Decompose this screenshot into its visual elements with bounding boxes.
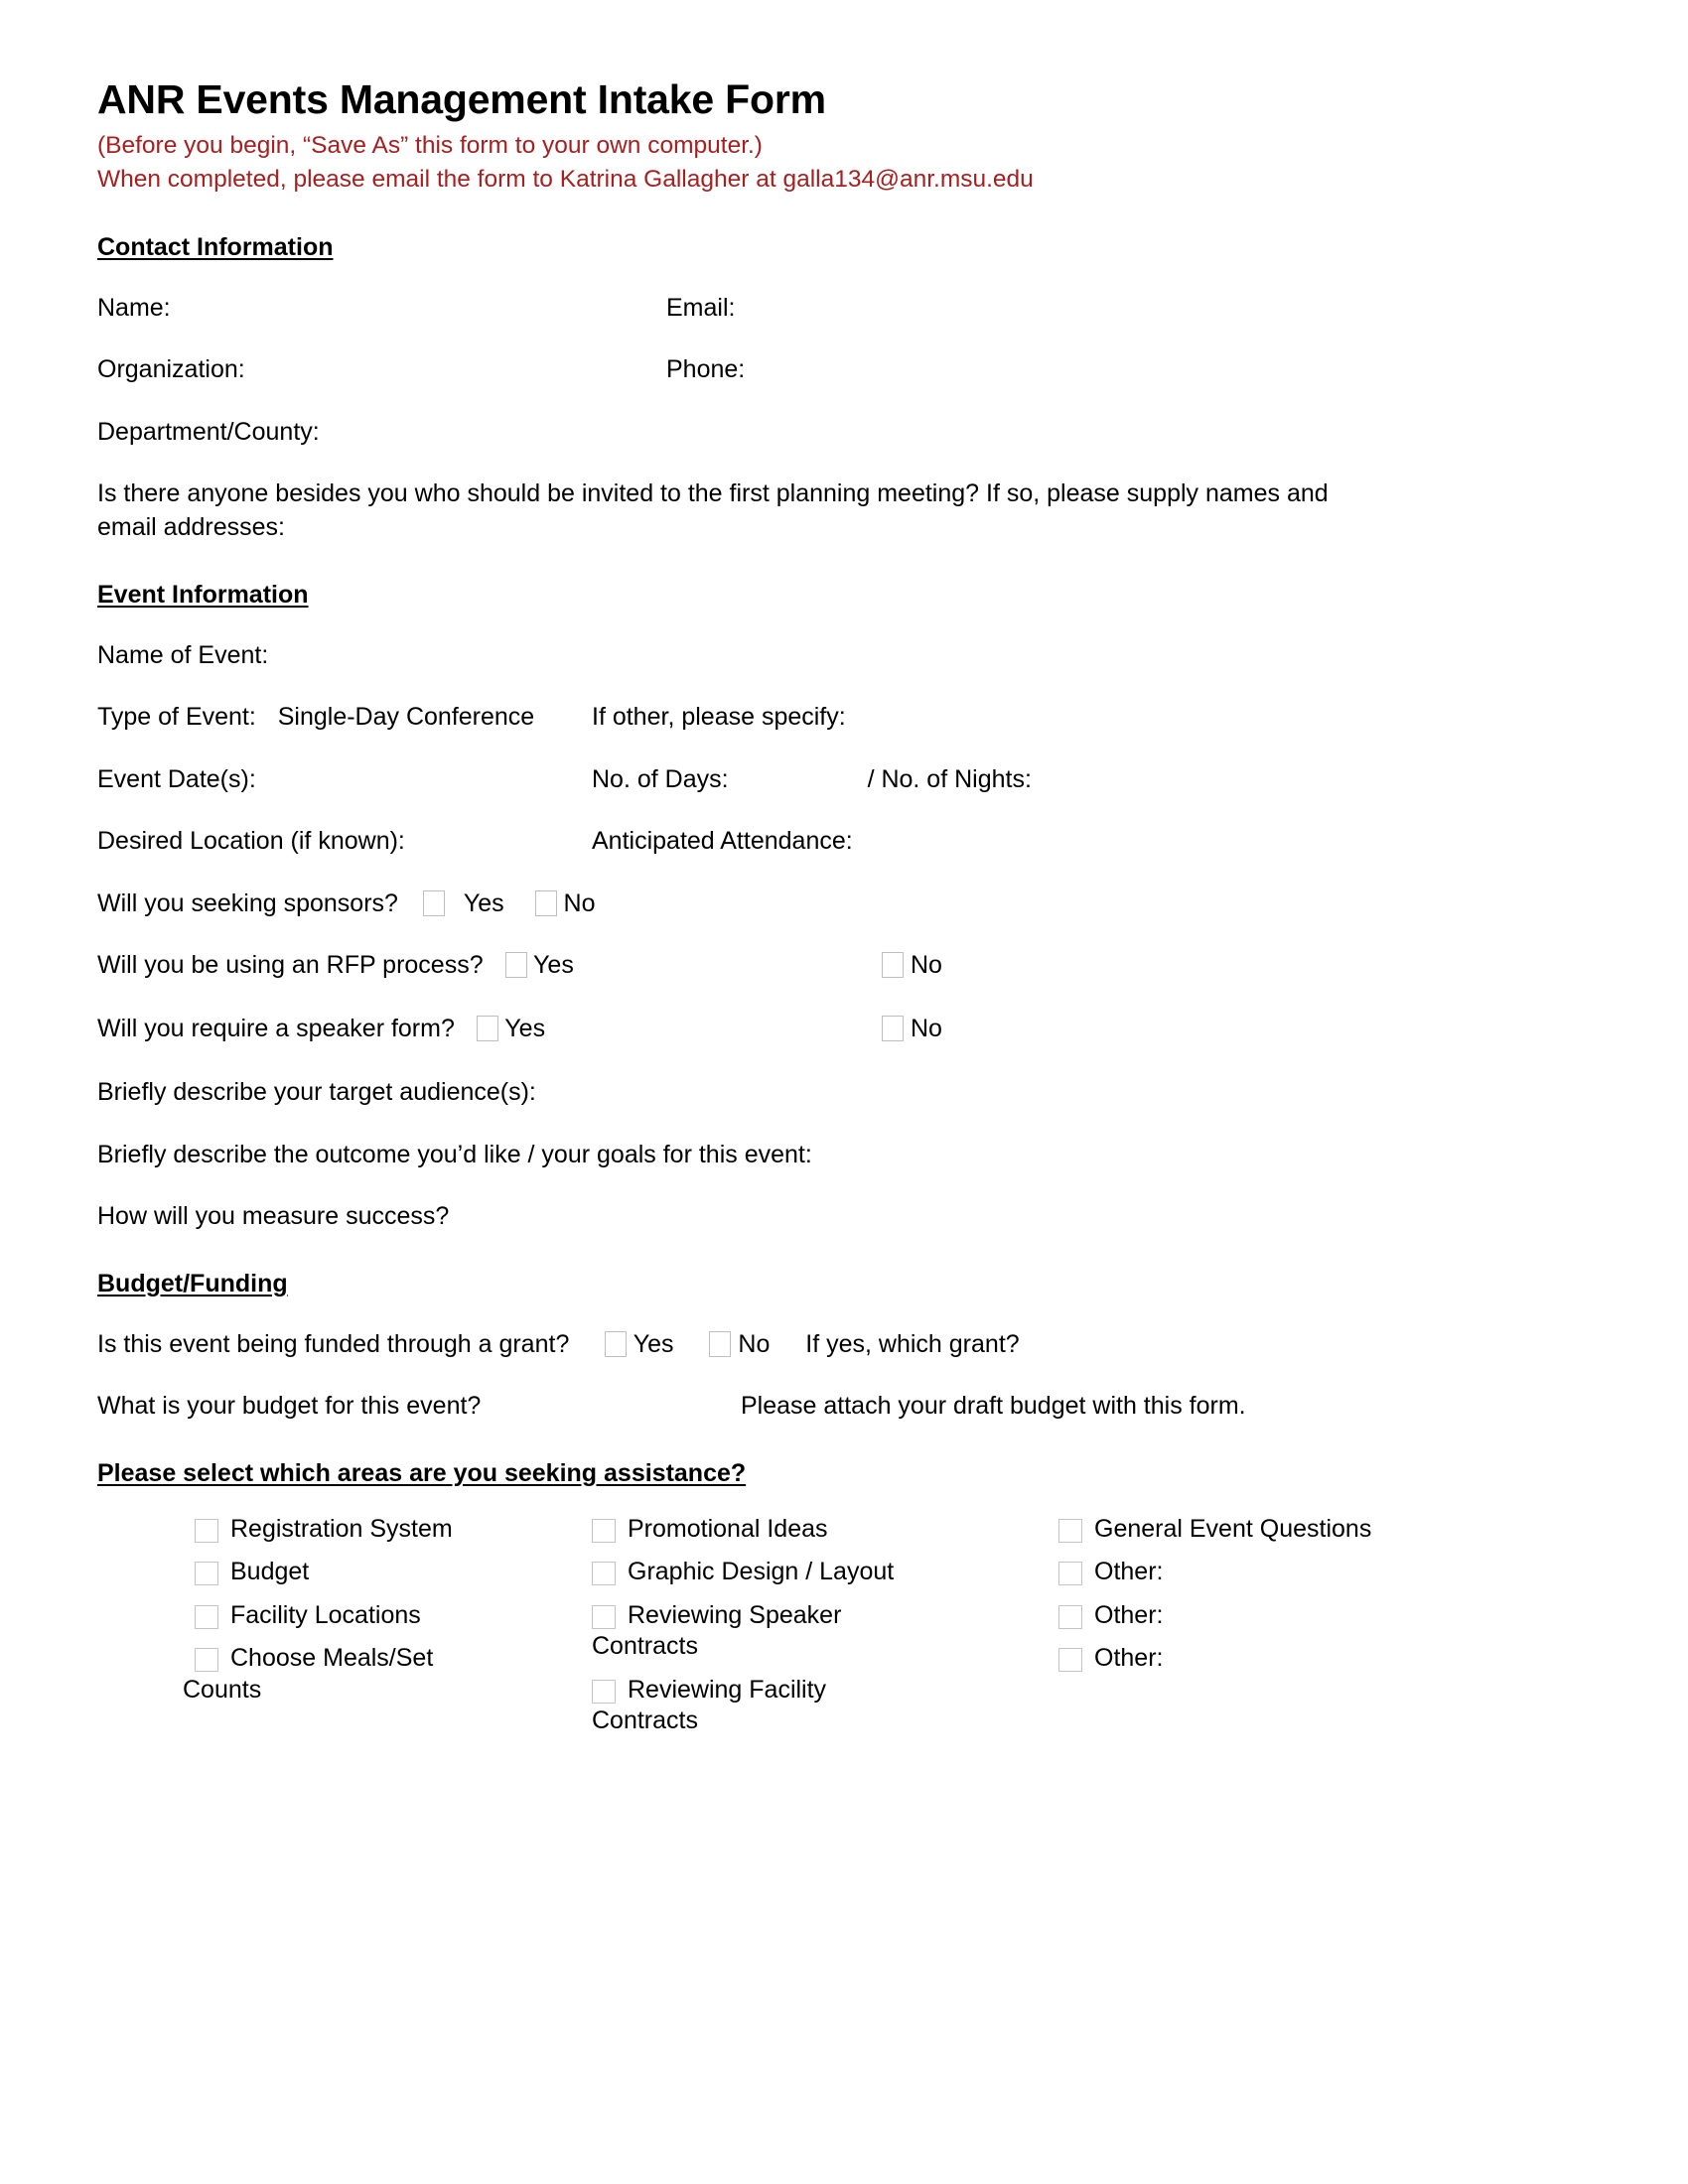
instruction-line-2: When completed, please email the form to Katrina Gallagher at galla134@anr.msu.edu: [97, 166, 1034, 194]
budget-row-grant: [97, 1328, 1547, 1361]
assistance-item[interactable]: [1058, 1643, 1525, 1675]
assistance-item-label: Other:: [1094, 1600, 1164, 1629]
assistance-item[interactable]: [592, 1557, 1058, 1588]
grant-yes-checkbox[interactable]: [605, 1331, 627, 1357]
assistance-item[interactable]: [1058, 1514, 1525, 1546]
anticipated-attendance-label: Anticipated Attendance:: [592, 827, 853, 856]
instruction-line-1: (Before you begin, “Save As” this form to your own computer.): [97, 132, 763, 160]
success-question: How will you measure success?: [97, 1202, 450, 1231]
rfp-no-group: [882, 949, 942, 982]
assistance-item[interactable]: [1058, 1557, 1525, 1588]
rfp-yes-label: Yes: [533, 951, 574, 980]
section-heading-budget-funding: Budget/Funding: [97, 1269, 288, 1297]
sponsors-yes-checkbox[interactable]: [423, 890, 445, 916]
event-row-target-audience: [97, 1076, 1547, 1109]
assistance-item-label: Other:: [1094, 1558, 1164, 1586]
assistance-item-label: Other:: [1094, 1644, 1164, 1673]
assistance-item[interactable]: [195, 1557, 592, 1588]
sponsors-no-checkbox[interactable]: [535, 890, 557, 916]
department-county-label: Department/County:: [97, 417, 320, 446]
speaker-form-question: Will you require a speaker form?: [97, 1015, 455, 1043]
contact-row-organization-phone: [97, 353, 1547, 386]
phone-label: Phone:: [666, 355, 746, 384]
no-of-nights-label: / No. of Nights:: [867, 764, 1032, 793]
assistance-item-label: Reviewing Speaker: [628, 1600, 842, 1629]
assistance-item-label: Promotional Ideas: [628, 1514, 828, 1543]
rfp-no-checkbox[interactable]: [882, 952, 904, 978]
grant-question: Is this event being funded through a grant?: [97, 1329, 570, 1358]
contact-row-department: [97, 416, 1547, 449]
sponsors-yes-label: Yes: [463, 888, 504, 917]
event-dates-label: Event Date(s):: [97, 764, 256, 793]
event-row-dates: [97, 763, 1547, 796]
document-content: [97, 75, 1547, 1749]
graphic-design-layout-checkbox[interactable]: [592, 1562, 616, 1585]
general-event-questions-checkbox[interactable]: [1058, 1519, 1082, 1543]
assistance-item-label-wrap: Counts: [183, 1675, 262, 1704]
speaker-form-yes-checkbox[interactable]: [477, 1016, 498, 1041]
assistance-item[interactable]: [183, 1643, 592, 1706]
event-row-type: [97, 701, 1547, 734]
rfp-question: Will you be using an RFP process?: [97, 951, 484, 980]
name-of-event-label: Name of Event:: [97, 640, 269, 669]
grant-no-checkbox[interactable]: [709, 1331, 731, 1357]
assistance-item-label-group: [592, 1600, 842, 1663]
rfp-yes-checkbox[interactable]: [505, 952, 527, 978]
assistance-column-1: [97, 1514, 592, 1749]
event-row-sponsors: [97, 887, 1547, 920]
assistance-item-label: General Event Questions: [1094, 1514, 1372, 1543]
facility-locations-checkbox[interactable]: [195, 1605, 218, 1629]
section-heading-contact-information: Contact Information: [97, 232, 334, 261]
assistance-item-label: Budget: [230, 1558, 310, 1586]
assistance-item-label-wrap: Contracts: [592, 1706, 698, 1735]
type-of-event-label: Type of Event:: [97, 703, 256, 732]
speaker-form-yes-label: Yes: [504, 1015, 546, 1043]
organization-label: Organization:: [97, 355, 245, 384]
assistance-item-label: Reviewing Facility: [628, 1675, 827, 1704]
assistance-item[interactable]: [592, 1600, 1058, 1663]
assistance-item[interactable]: [592, 1514, 1058, 1546]
event-row-rfp: [97, 949, 1547, 983]
outcome-question: Briefly describe the outcome you’d like / your goals for this event:: [97, 1140, 812, 1168]
assistance-item[interactable]: [1058, 1600, 1525, 1632]
budget-checkbox[interactable]: [195, 1562, 218, 1585]
assistance-item-label: Registration System: [230, 1514, 453, 1543]
assistance-column-2: [592, 1514, 1058, 1749]
event-row-name: [97, 639, 1547, 672]
assistance-item-label-group: [592, 1675, 827, 1737]
page-title: ANR Events Management Intake Form: [97, 76, 826, 122]
rfp-no-label: No: [910, 951, 942, 980]
desired-location-label: Desired Location (if known):: [97, 827, 405, 856]
event-row-speaker-form: [97, 1013, 1547, 1046]
event-row-success: [97, 1200, 1547, 1233]
no-of-days-label: No. of Days:: [592, 764, 729, 793]
sponsors-no-label: No: [563, 888, 596, 917]
choose-meals-set-counts-checkbox[interactable]: [195, 1648, 218, 1672]
other-3-checkbox[interactable]: [1058, 1648, 1082, 1672]
contact-row-name-email: [97, 292, 1547, 325]
assistance-item-label-wrap: Contracts: [592, 1632, 698, 1661]
registration-system-checkbox[interactable]: [195, 1519, 218, 1543]
speaker-form-no-label: No: [910, 1015, 942, 1043]
if-other-specify-label: If other, please specify:: [592, 703, 846, 732]
other-2-checkbox[interactable]: [1058, 1605, 1082, 1629]
assistance-item-label-group: [183, 1643, 434, 1706]
attach-budget-note: Please attach your draft budget with this form.: [741, 1392, 1246, 1421]
section-heading-event-information: Event Information: [97, 580, 309, 609]
other-1-checkbox[interactable]: [1058, 1562, 1082, 1585]
sponsors-question: Will you seeking sponsors?: [97, 888, 398, 917]
type-of-event-value[interactable]: Single-Day Conference: [277, 703, 535, 732]
section-heading-assistance: Please select which areas are you seeking assistance?: [97, 1458, 747, 1487]
assistance-item-label: Facility Locations: [230, 1600, 421, 1629]
reviewing-facility-contracts-checkbox[interactable]: [592, 1680, 616, 1704]
invite-question: Is there anyone besides you who should be invited to the first planning meeting? If so, please supply names and email addresses:: [97, 479, 1329, 541]
assistance-checkbox-grid: [97, 1514, 1547, 1749]
target-audience-question: Briefly describe your target audience(s):: [97, 1078, 536, 1107]
grant-yes-label: Yes: [633, 1329, 674, 1358]
budget-row-amount: [97, 1390, 1547, 1423]
grant-no-label: No: [738, 1329, 771, 1358]
speaker-form-no-checkbox[interactable]: [882, 1016, 904, 1041]
name-label: Name:: [97, 293, 171, 322]
speaker-form-no-group: [882, 1013, 942, 1045]
event-row-outcome: [97, 1139, 1547, 1171]
assistance-item[interactable]: [195, 1514, 592, 1546]
email-label: Email:: [666, 293, 736, 322]
budget-question: What is your budget for this event?: [97, 1392, 482, 1421]
event-row-location: [97, 825, 1547, 858]
assistance-column-3: [1058, 1514, 1525, 1749]
which-grant-label: If yes, which grant?: [805, 1329, 1020, 1358]
assistance-item-label: Choose Meals/Set: [230, 1644, 434, 1673]
reviewing-speaker-contracts-checkbox[interactable]: [592, 1605, 616, 1629]
assistance-item-label: Graphic Design / Layout: [628, 1558, 895, 1586]
assistance-item[interactable]: [195, 1600, 592, 1632]
type-of-event-group: [97, 701, 592, 734]
promotional-ideas-checkbox[interactable]: [592, 1519, 616, 1543]
assistance-item[interactable]: [592, 1675, 1058, 1737]
